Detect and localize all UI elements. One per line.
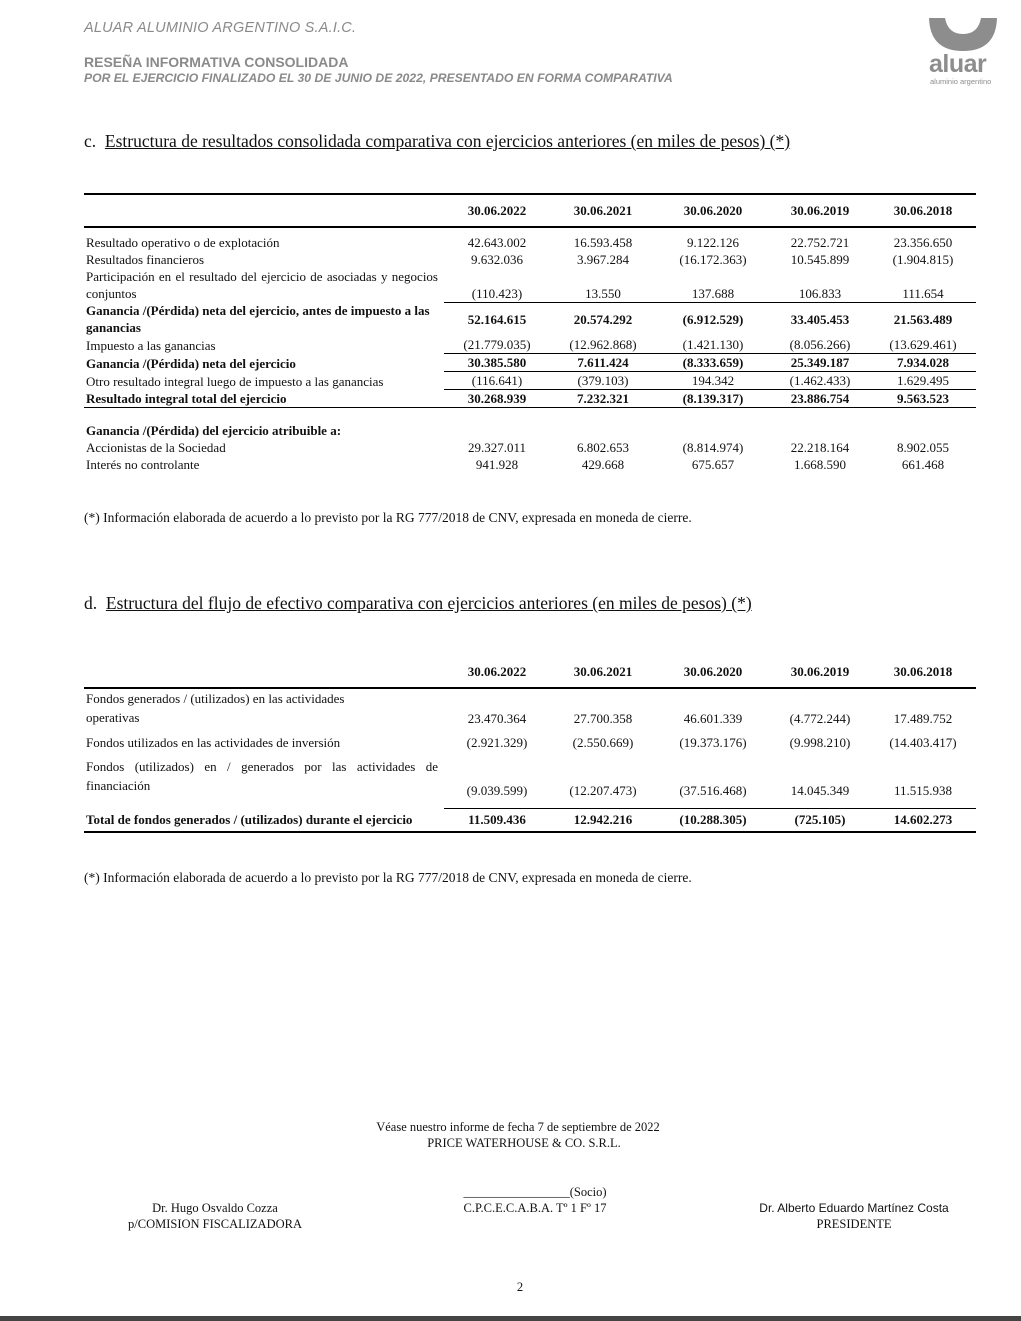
attrib-title: Ganancia /(Pérdida) del ejercicio atribuible a: — [86, 422, 342, 438]
row-label: Interés no controlante — [86, 456, 200, 472]
row-label: Accionistas de la Sociedad — [86, 439, 226, 455]
cell-value: (1.904.815) — [892, 252, 954, 267]
cell-value: (2.550.669) — [572, 734, 634, 750]
cell-value: 7.611.424 — [550, 354, 656, 372]
aluar-logo — [926, 18, 1000, 88]
row-label: Ganancia /(Pérdida) neta del ejercicio, antes de impuesto a las ganancias — [86, 303, 430, 335]
page-number: 2 — [516, 1280, 524, 1294]
logo-subtitle: aluminio argentino — [930, 77, 992, 86]
table-header-row — [84, 655, 976, 688]
section-c-letter: c. — [84, 131, 97, 151]
table-row — [84, 336, 976, 354]
cell-value: 25.349.187 — [770, 354, 870, 372]
cell-value: (110.423) — [444, 268, 550, 302]
table-row — [84, 302, 976, 336]
cell-value: 13.550 — [550, 268, 656, 302]
signatory-right-role: PRESIDENTE — [816, 1217, 892, 1231]
cell-value: 194.342 — [656, 372, 770, 390]
cell-value: (16.172.363) — [679, 252, 747, 267]
cell-value: 20.574.292 — [573, 311, 633, 327]
cell-value: (2.921.329) — [466, 734, 528, 750]
table-row — [84, 268, 976, 302]
report-period: POR EL EJERCICIO FINALIZADO EL 30 DE JUNIO DE 2022, PRESENTADO EN FORMA COMPARATIVA — [84, 71, 673, 85]
partner-registration: C.P.C.E.C.A.B.A. Tº 1 Fº 17 — [463, 1201, 607, 1215]
cell-value: 21.563.489 — [893, 311, 953, 327]
column-header: 30.06.2019 — [790, 203, 850, 218]
cell-value: 429.668 — [581, 456, 625, 472]
cell-value: (1.421.130) — [656, 336, 770, 354]
row-label: Fondos generados / (utilizados) en las actividades operativas — [86, 691, 345, 725]
cell-value: (21.779.035) — [444, 336, 550, 354]
cell-value: 22.752.721 — [790, 235, 850, 250]
table-row — [84, 456, 976, 473]
cell-value: 137.688 — [656, 268, 770, 302]
cell-value: 12.942.216 — [573, 812, 633, 828]
section-c-heading: Estructura de resultados consolidada comparativa con ejercicios anteriores (en miles de pesos) (*) — [104, 131, 791, 151]
cell-value: 111.654 — [870, 268, 976, 302]
cell-value: (9.039.599) — [466, 783, 528, 798]
signatory-left-role: p/COMISION FISCALIZADORA — [128, 1217, 302, 1231]
table-row — [84, 354, 976, 372]
cell-value: 16.593.458 — [573, 235, 633, 250]
cell-value: (6.912.529) — [682, 311, 744, 327]
cell-value: 17.489.752 — [893, 711, 953, 726]
row-label: Participación en el resultado del ejercicio de asociadas y negocios conjuntos — [86, 269, 438, 301]
column-header: 30.06.2018 — [893, 663, 953, 679]
signatory-right-name: Dr. Alberto Eduardo Martínez Costa — [759, 1201, 949, 1215]
row-label: Fondos (utilizados) en / generados por las actividades de financiación — [86, 759, 438, 793]
aluar-logo-icon — [926, 18, 1000, 52]
row-label: Ganancia /(Pérdida) neta del ejercicio — [86, 355, 296, 371]
cell-value: (9.998.210) — [789, 734, 851, 750]
column-header: 30.06.2021 — [573, 203, 633, 218]
cell-value: 52.164.615 — [467, 311, 527, 327]
cell-value: 23.886.754 — [770, 390, 870, 408]
table-row — [84, 422, 976, 439]
cell-value: 9.563.523 — [870, 390, 976, 408]
auditor-report-line: Véase nuestro informe de fecha 7 de septiembre de 2022 — [376, 1120, 660, 1134]
cell-value: (13.629.461) — [870, 336, 976, 354]
auditor-firm: PRICE WATERHOUSE & CO. S.R.L. — [427, 1136, 621, 1150]
column-header: 30.06.2020 — [683, 203, 743, 218]
cell-value: 10.545.899 — [790, 252, 850, 267]
cell-value: (12.962.868) — [550, 336, 656, 354]
cell-value: 27.700.358 — [573, 711, 633, 726]
cell-value: (8.814.974) — [682, 439, 744, 455]
cell-value: 3.967.284 — [577, 252, 629, 267]
cell-value: 33.405.453 — [790, 311, 850, 327]
cell-value: 9.632.036 — [471, 252, 523, 267]
table-row — [84, 439, 976, 456]
cell-value: 23.470.364 — [467, 711, 527, 726]
column-header: 30.06.2022 — [467, 663, 527, 679]
cell-value: (725.105) — [794, 812, 846, 828]
cell-value: 23.356.650 — [893, 235, 953, 250]
column-header: 30.06.2018 — [893, 203, 953, 218]
cell-value: 9.122.126 — [687, 235, 739, 250]
cell-value: (4.772.244) — [789, 711, 851, 726]
results-table — [84, 193, 976, 473]
cell-value: 46.601.339 — [683, 711, 743, 726]
cell-value: (12.207.473) — [569, 783, 637, 798]
cell-value: (19.373.176) — [679, 734, 747, 750]
cell-value: 14.602.273 — [893, 812, 953, 828]
cell-value: 42.643.002 — [467, 235, 527, 250]
cell-value: 1.629.495 — [870, 372, 976, 390]
bottom-edge-bar — [0, 1316, 1021, 1321]
table-row — [84, 688, 976, 727]
partner-signature-line: _________________(Socio) — [463, 1185, 607, 1199]
column-header: 30.06.2020 — [683, 663, 743, 679]
signatory-left-name: Dr. Hugo Osvaldo Cozza — [152, 1201, 278, 1215]
cell-value: 14.045.349 — [790, 783, 850, 798]
cell-value: 941.928 — [475, 456, 519, 472]
section-d-letter: d. — [84, 593, 98, 613]
cashflow-table — [84, 655, 976, 833]
section-c-note: (*) Información elaborada de acuerdo a lo previsto por la RG 777/2018 de CNV, expresada en moneda de cierre. — [84, 510, 692, 525]
column-header: 30.06.2022 — [467, 203, 527, 218]
cell-value: 11.509.436 — [468, 812, 526, 828]
cell-value: 30.385.580 — [444, 354, 550, 372]
row-label: Fondos utilizados en las actividades de inversión — [86, 734, 341, 750]
cell-value: (14.403.417) — [889, 734, 957, 750]
cell-value: (379.103) — [550, 372, 656, 390]
cell-value: (8.056.266) — [770, 336, 870, 354]
table-row — [84, 251, 976, 268]
cell-value: 8.902.055 — [897, 439, 949, 455]
row-label: Resultados financieros — [86, 252, 205, 267]
table-row — [84, 757, 976, 799]
cell-value: (1.462.433) — [770, 372, 870, 390]
cell-value: 7.934.028 — [870, 354, 976, 372]
cell-value: 29.327.011 — [467, 439, 527, 455]
column-header: 30.06.2019 — [790, 663, 850, 679]
cell-value: 106.833 — [770, 268, 870, 302]
column-header: 30.06.2021 — [573, 663, 633, 679]
logo-wordmark: aluar — [929, 50, 987, 78]
cell-value: (37.516.468) — [679, 783, 747, 798]
section-d-note: (*) Información elaborada de acuerdo a lo previsto por la RG 777/2018 de CNV, expresada en moneda de cierre. — [84, 870, 692, 885]
cell-value: 30.268.939 — [444, 390, 550, 408]
cell-value: 22.218.164 — [790, 439, 850, 455]
cell-value: 675.657 — [691, 456, 735, 472]
table-header-row — [84, 194, 976, 227]
cell-value: (116.641) — [444, 372, 550, 390]
section-d-heading: Estructura del flujo de efectivo comparativa con ejercicios anteriores (en miles de pesos) (*) — [105, 593, 752, 613]
table-row — [84, 727, 976, 757]
row-label: Resultado operativo o de explotación — [86, 235, 280, 250]
company-name: ALUAR ALUMINIO ARGENTINO S.A.I.C. — [84, 20, 357, 36]
table-row — [84, 372, 976, 390]
cell-value: (8.333.659) — [656, 354, 770, 372]
section-c-title — [84, 131, 790, 152]
cell-value: 1.668.590 — [794, 456, 846, 472]
report-title: RESEÑA INFORMATIVA CONSOLIDADA — [84, 54, 349, 70]
row-label: Impuesto a las ganancias — [86, 337, 216, 353]
cell-value: 6.802.653 — [577, 439, 629, 455]
cell-value: (8.139.317) — [656, 390, 770, 408]
table-row — [84, 390, 976, 408]
section-d-title — [84, 593, 752, 614]
row-label: Total de fondos generados / (utilizados) durante el ejercicio — [86, 812, 413, 827]
table-total-row — [84, 808, 976, 832]
row-label: Resultado integral total del ejercicio — [86, 391, 287, 406]
cell-value: 7.232.321 — [550, 390, 656, 408]
row-label: Otro resultado integral luego de impuesto a las ganancias — [86, 373, 384, 389]
table-row — [84, 234, 976, 251]
cell-value: 11.515.938 — [893, 783, 953, 798]
cell-value: 661.468 — [901, 456, 945, 472]
cell-value: (10.288.305) — [679, 812, 747, 828]
